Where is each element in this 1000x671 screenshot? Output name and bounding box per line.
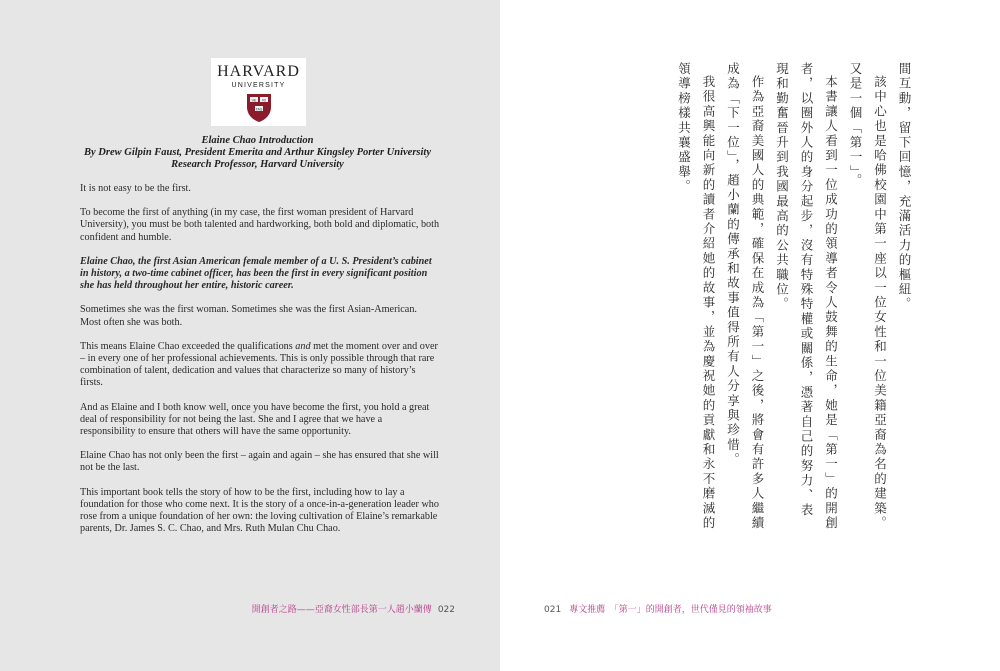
chinese-vertical-text	[671, 62, 916, 532]
chinese-paragraph: 該中心也是哈佛校園中第一座以一位女性和一位美籍亞裔為名的建築。又是一個「第一」。	[848, 62, 888, 531]
paragraph	[80, 341, 440, 390]
chinese-paragraph: 我很高興能向新的讀者介紹她的故事，並為慶祝她的貢獻和永不磨滅的領導榜樣共襄盛舉。	[676, 62, 716, 531]
logo-name: HARVARD	[217, 63, 300, 80]
paragraph-italic-word: and	[295, 340, 311, 352]
footer-book-title: 開創者之路——亞裔女性部長第一人趙小蘭傳	[251, 605, 432, 615]
paragraph-part: met the moment over and over – in every one of her professional achievements. This is only possible through that rare combination of talent, dedication and values that characterize so many of history’s firsts.	[80, 340, 438, 389]
harvard-shield-icon	[246, 93, 272, 123]
footer-right	[544, 602, 784, 615]
intro-title-line2: By Drew Gilpin Faust, President Emerita and Arthur Kingsley Porter University	[83, 147, 432, 158]
paragraph: It is not easy to be the first.	[80, 183, 191, 194]
paragraph: Sometimes she was the first woman. Sometimes she was the first Asian-American. Most often she was both.	[80, 304, 417, 328]
body-text	[80, 183, 440, 547]
paragraph: This important book tells the story of how to be the first, including how to lay a foundation for those who come next. It is the story of a once-in-a-generation leader who rose from a unique foundation of her own: the loving cultivation of Elaine’s remarkable parents, Dr. James S. C. Chao, and Mrs. Ruth Mulan Chu Chao.	[80, 486, 439, 535]
paragraph-emphasis: Elaine Chao, the first Asian American female member of a U. S. President’s cabinet in history, a two-time cabinet officer, has been the first in every significant position she has held throughout her entire, historic career.	[80, 255, 432, 292]
paragraph: And as Elaine and I both know well, once you have become the first, you hold a great deal of responsibility for not being the last. She and I agree that we have a responsibility to ensure that others will have the same opportunity.	[80, 401, 430, 438]
shield-text-tas: TAS	[255, 107, 262, 112]
right-page	[500, 0, 1000, 671]
chinese-paragraph: 作為亞裔美國人的典範，確保在成為「第一」之後，將會有許多人繼續成為「下一位」，趙小蘭的傳承和故事值得所有人分享與珍惜。	[725, 62, 765, 531]
page-number-right: 021	[544, 605, 562, 615]
intro-title-line3: Research Professor, Harvard University	[171, 159, 344, 170]
footer-left	[230, 602, 455, 615]
shield-text-ri: RI	[261, 98, 266, 103]
chinese-paragraph: 本書讓人看到一位成功的領導者令人鼓舞的生命，她是「第一」的開創者，以圈外人的身分起步，沒有特殊特權或關係，憑著自己的努力、表現和勤奮晉升到我國最高的公共職位。	[774, 62, 839, 531]
harvard-logo	[211, 58, 306, 126]
logo-subtitle: UNIVERSITY	[231, 82, 286, 89]
chinese-paragraph: 間互動，留下回憶，充滿活力的樞紐。	[897, 62, 912, 312]
page-number-left: 022	[437, 605, 455, 615]
paragraph: Elaine Chao has not only been the first – again and again – she has ensured that she will not be the last.	[80, 450, 439, 474]
intro-title-line1: Elaine Chao Introduction	[201, 135, 314, 146]
paragraph: To become the first of anything (in my case, the first woman president of Harvard University), you must be both talented and hardworking, both bold and diplomatic, both confident and humble.	[80, 207, 440, 243]
shield-text-ve: VE	[251, 98, 256, 103]
paragraph-part: This means Elaine Chao exceeded the qualifications	[80, 340, 293, 352]
intro-title	[80, 135, 435, 171]
footer-chapter-title: 專文推薦 「第一」的開創者，世代僅見的領袖故事	[569, 605, 772, 615]
